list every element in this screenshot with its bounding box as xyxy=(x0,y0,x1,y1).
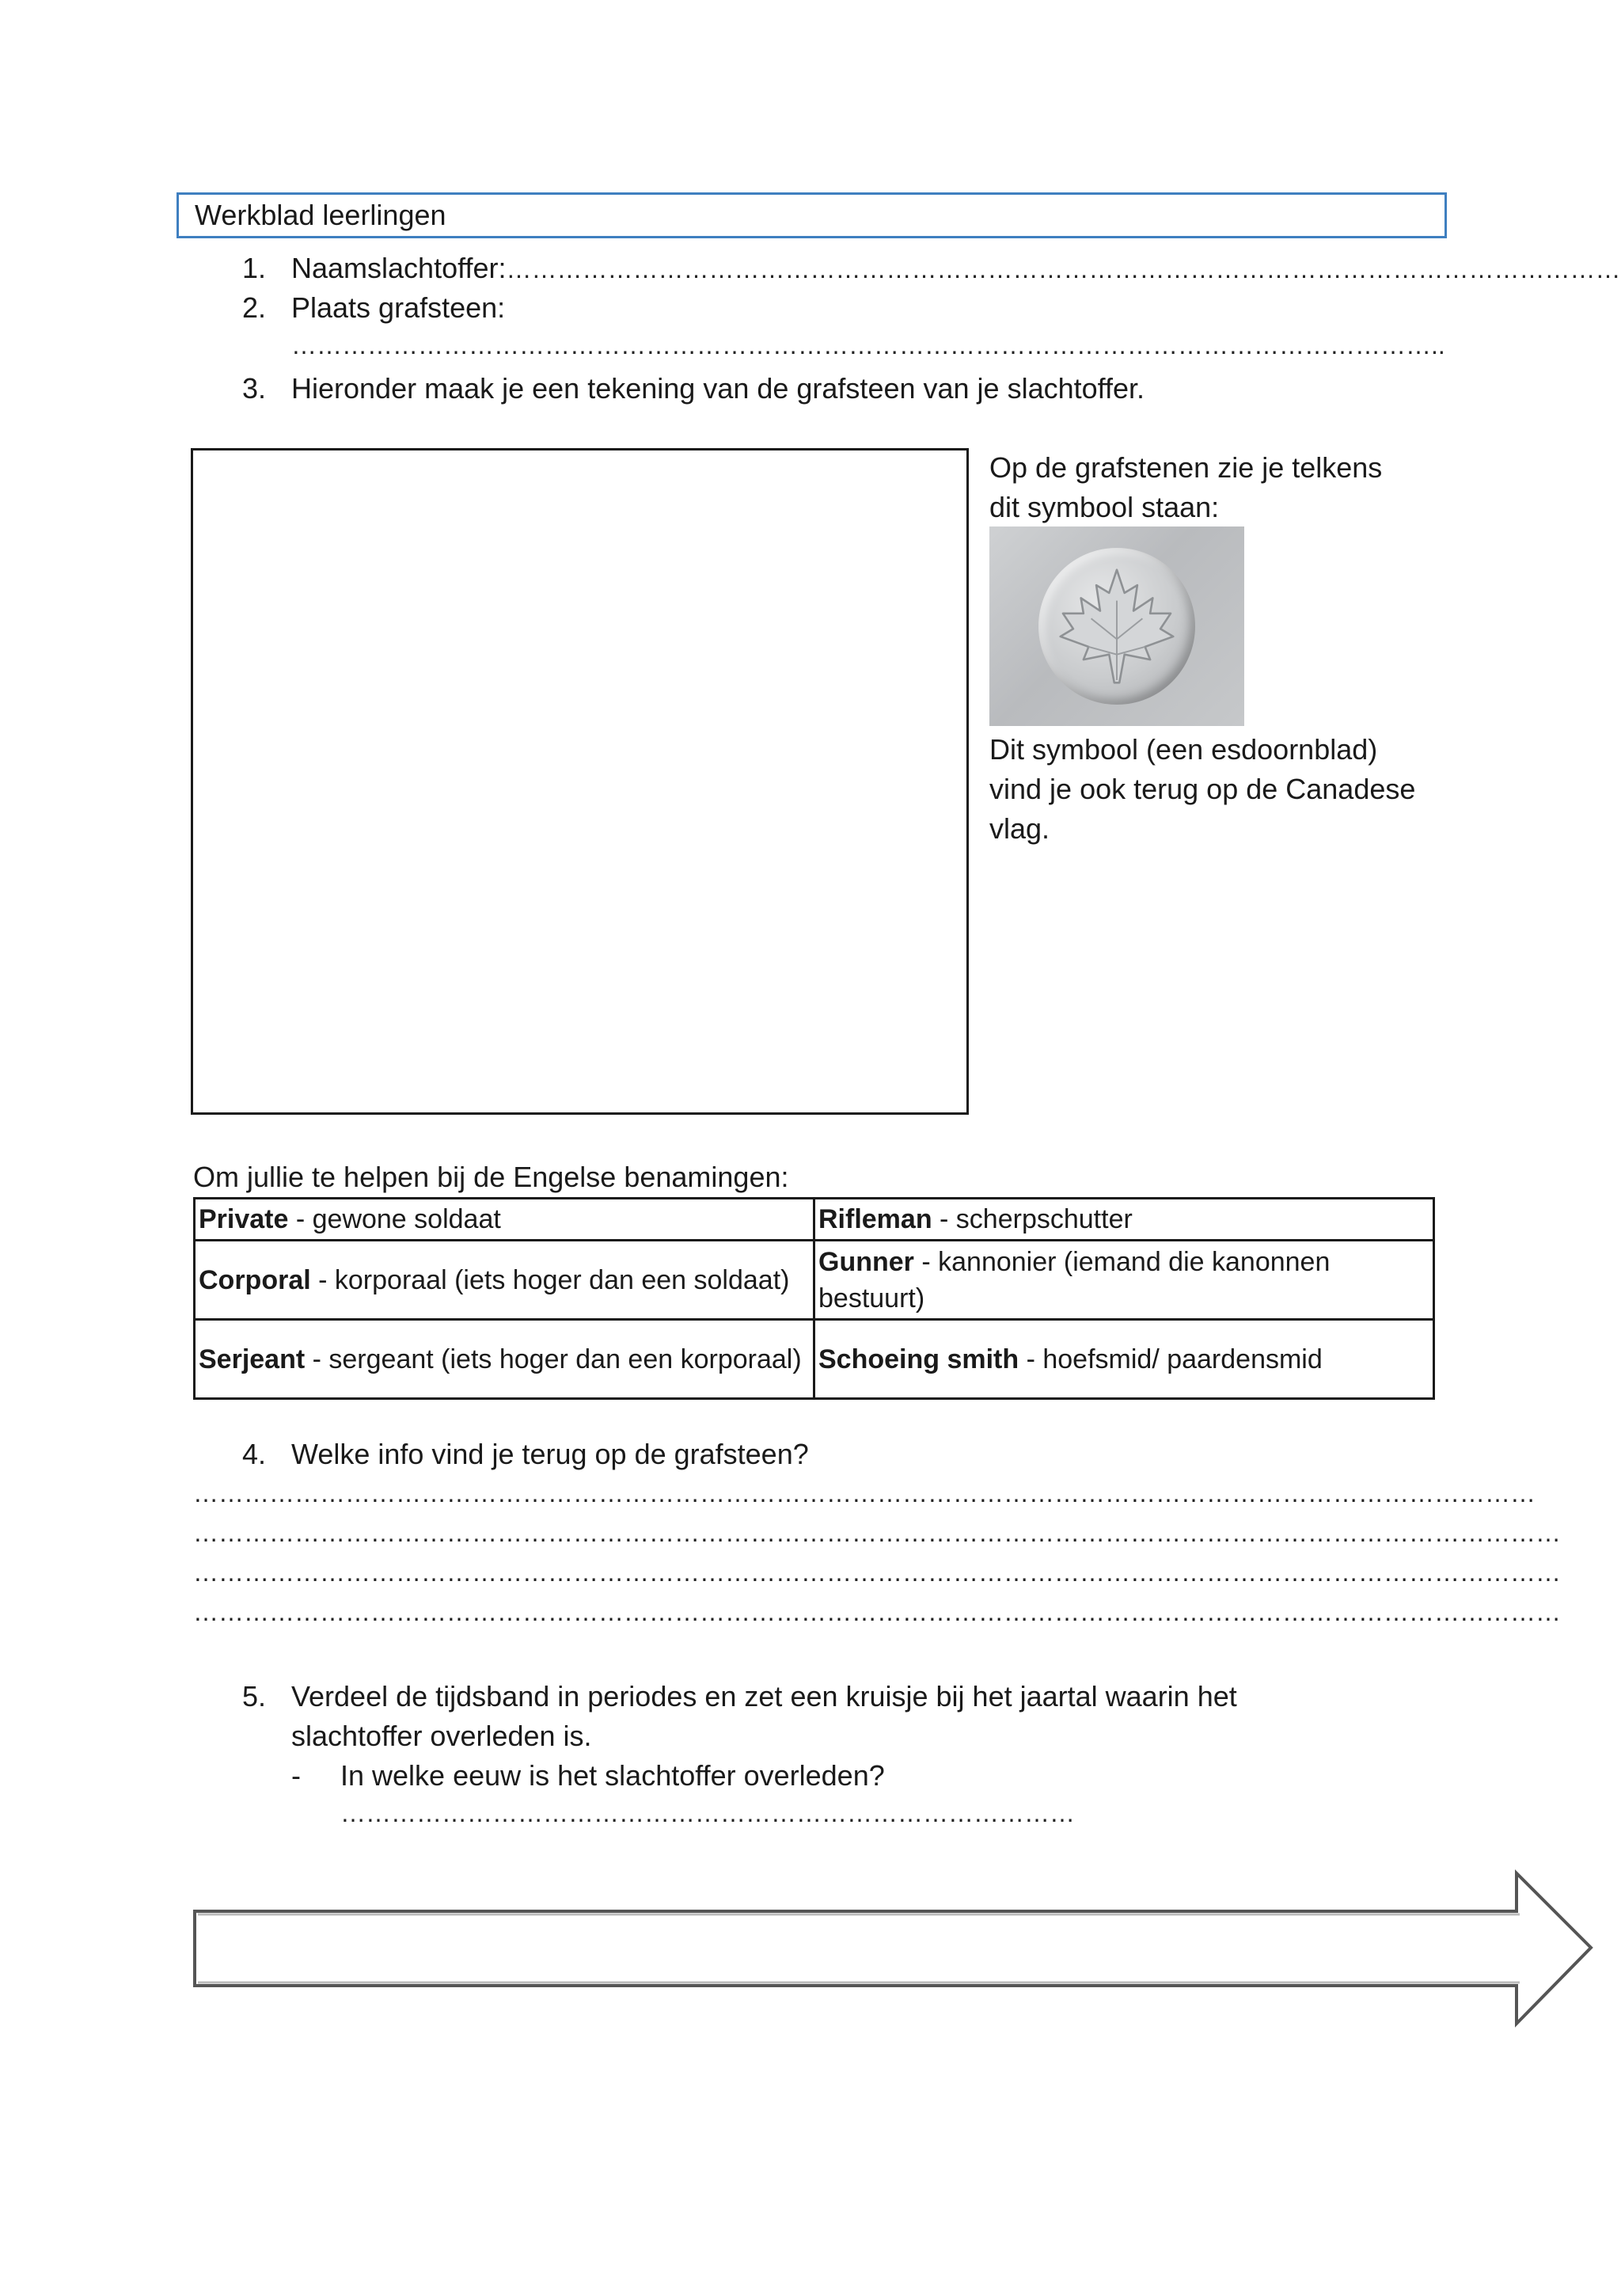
term-description: - sergeant (iets hoger dan een korporaal) xyxy=(305,1344,802,1374)
table-cell xyxy=(195,1320,814,1399)
timeline-arrow[interactable] xyxy=(182,1862,1607,2036)
question-5-answer-line[interactable]: …………………………………………………………………………… xyxy=(340,1799,1075,1827)
worksheet-title: Werkblad leerlingen xyxy=(177,192,1447,238)
table-cell xyxy=(814,1199,1434,1241)
term-name: Schoeing smith xyxy=(818,1344,1019,1374)
question-3 xyxy=(242,369,1145,409)
question-2-number: 2. xyxy=(242,291,267,324)
term-name: Rifleman xyxy=(818,1204,932,1234)
maple-leaf-icon xyxy=(1053,561,1181,692)
question-5-sub-label: In welke eeuw is het slachtoffer overleden? xyxy=(340,1759,885,1792)
question-1-answer-line[interactable]: …………………………………………………………………………………………………………………… xyxy=(506,255,1621,283)
symbol-intro-line-2: dit symbool staan: xyxy=(989,491,1220,523)
table-cell xyxy=(195,1199,814,1241)
term-description: - scherpschutter xyxy=(932,1204,1133,1234)
question-4 xyxy=(242,1435,809,1474)
question-1-number: 1. xyxy=(242,252,267,284)
question-4-answer-line[interactable]: ……………………………………………………………………………………………………………………………………………… xyxy=(193,1519,1561,1547)
symbol-caption-line-2: vind je ook terug op de Canadese xyxy=(989,773,1416,805)
table-cell xyxy=(195,1241,814,1320)
question-5 xyxy=(242,1677,1237,1716)
term-name: Serjeant xyxy=(199,1344,306,1374)
question-3-label: Hieronder maak je een tekening van de grafsteen van je slachtoffer. xyxy=(291,372,1145,405)
term-name: Corporal xyxy=(199,1264,311,1295)
term-description: - kannonier (iemand die kanonnen bestuurt) xyxy=(818,1246,1331,1313)
question-5-number: 5. xyxy=(242,1680,267,1712)
question-5-line-1: Verdeel de tijdsband in periodes en zet een kruisje bij het jaartal waarin het xyxy=(291,1680,1237,1712)
question-3-number: 3. xyxy=(242,372,267,405)
question-5-line-2: slachtoffer overleden is. xyxy=(291,1720,592,1752)
question-5-subquestion xyxy=(291,1756,885,1796)
question-1-label: Naamslachtoffer: xyxy=(291,252,507,284)
table-cell xyxy=(814,1320,1434,1399)
table-row xyxy=(195,1199,1434,1241)
term-name: Private xyxy=(199,1204,289,1234)
question-2-answer-line[interactable]: ……………………………………………………………………………………………………………………….. xyxy=(291,331,1445,359)
symbol-caption-line-3: vlag. xyxy=(989,812,1050,845)
question-4-answer-line[interactable]: ……………………………………………………………………………………………………………………………………………… xyxy=(193,1558,1561,1587)
bullet-dash: - xyxy=(291,1759,301,1792)
drawing-area[interactable] xyxy=(191,448,969,1115)
term-description: - korporaal (iets hoger dan een soldaat) xyxy=(310,1264,790,1295)
term-name: Gunner xyxy=(818,1246,914,1277)
table-row xyxy=(195,1320,1434,1399)
question-1 xyxy=(242,249,1620,289)
question-4-answer-line[interactable]: …………………………………………………………………………………………………………………………………………… xyxy=(193,1479,1536,1507)
question-2-label: Plaats grafsteen: xyxy=(291,291,506,324)
terms-intro: Om jullie te helpen bij de Engelse benamingen: xyxy=(193,1161,789,1193)
question-2 xyxy=(242,288,505,328)
rank-terms-table xyxy=(193,1197,1435,1400)
table-cell xyxy=(814,1241,1434,1320)
question-4-answer-line[interactable]: ……………………………………………………………………………………………………………………………………………… xyxy=(193,1598,1561,1626)
term-description: - gewone soldaat xyxy=(288,1204,501,1234)
symbol-intro-line-1: Op de grafstenen zie je telkens xyxy=(989,451,1383,484)
term-description: - hoefsmid/ paardensmid xyxy=(1019,1344,1323,1374)
question-4-number: 4. xyxy=(242,1438,267,1470)
question-4-label: Welke info vind je terug op de grafsteen? xyxy=(291,1438,809,1470)
table-row xyxy=(195,1241,1434,1320)
symbol-caption-line-1: Dit symbool (een esdoornblad) xyxy=(989,733,1378,766)
